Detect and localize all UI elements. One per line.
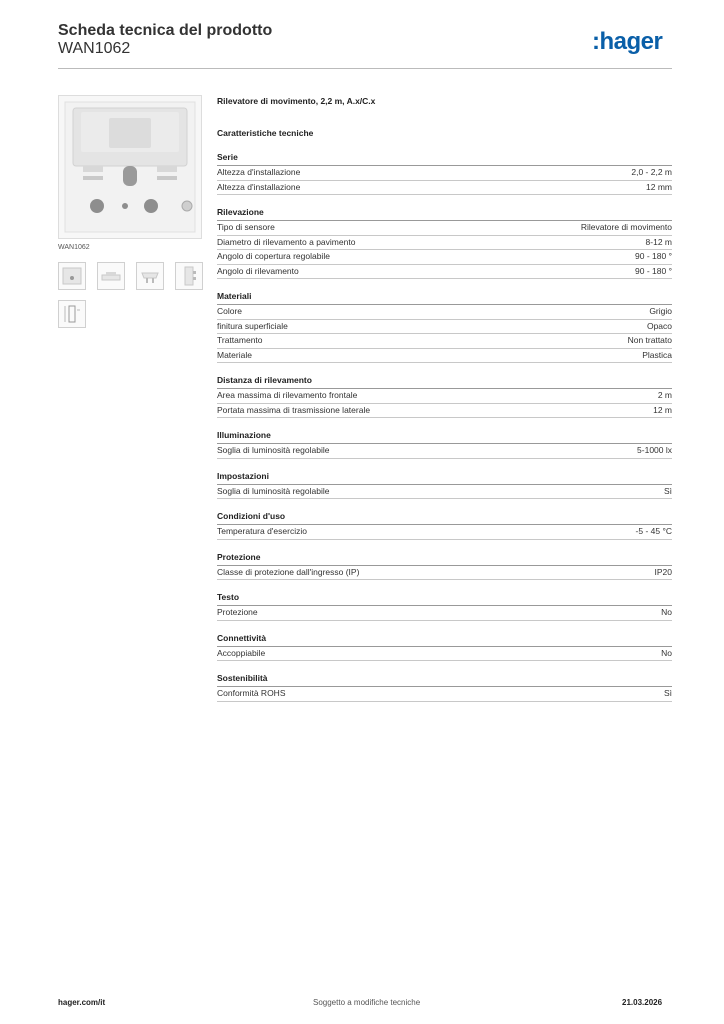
product-top-icon[interactable] (97, 262, 125, 290)
product-side-icon[interactable] (175, 262, 203, 290)
spec-label: Soglia di luminosità regolabile (217, 485, 330, 496)
group-heading: Testo (217, 592, 672, 606)
spec-label: Diametro di rilevamento a pavimento (217, 236, 356, 247)
spec-value: 8-12 m (645, 236, 672, 247)
spec-row (217, 349, 672, 364)
spec-group-impostazioni (217, 471, 672, 500)
image-caption: WAN1062 (58, 244, 90, 251)
header-divider (58, 68, 672, 69)
footer-website-link[interactable]: hager.com/it (58, 998, 106, 1007)
spec-row (217, 389, 672, 404)
spec-label: Soglia di luminosità regolabile (217, 445, 330, 455)
spec-row (217, 606, 672, 621)
motion-detector-illustration (59, 96, 201, 238)
spec-group-distanza (217, 375, 672, 418)
spec-value: 12 mm (646, 181, 672, 192)
spec-row (217, 566, 672, 581)
group-heading: Sostenibilità (217, 673, 672, 687)
spec-label: Trattamento (217, 335, 263, 345)
product-image (58, 95, 202, 239)
spec-value: 12 m (653, 404, 672, 415)
group-heading: Protezione (217, 552, 672, 566)
product-title: Rilevatore di movimento, 2,2 m, A.x/C.x (217, 96, 376, 106)
product-front-icon[interactable] (58, 262, 86, 290)
spec-label: Colore (217, 306, 243, 316)
spec-label: Accoppiabile (217, 647, 266, 658)
spec-row (217, 265, 672, 280)
spec-row (217, 485, 672, 500)
spec-group-connettivita (217, 633, 672, 662)
spec-label: Angolo di rilevamento (217, 265, 299, 276)
spec-label: Tipo di sensore (217, 222, 275, 232)
spec-value: 2 m (657, 390, 672, 400)
spec-group-sostenibilita (217, 673, 672, 702)
group-heading: Rilevazione (217, 207, 672, 221)
spec-group-illuminazione (217, 430, 672, 459)
spec-group-testo (217, 592, 672, 621)
product-code: WAN1062 (58, 40, 131, 57)
spec-row (217, 221, 672, 236)
spec-row (217, 404, 672, 419)
spec-value: Grigio (649, 306, 672, 316)
group-heading: Serie (217, 152, 672, 166)
spec-row (217, 236, 672, 251)
product-bottom-icon[interactable] (136, 262, 164, 290)
spec-row (217, 320, 672, 335)
spec-value: Plastica (642, 349, 672, 360)
spec-label: Materiale (217, 349, 252, 360)
spec-value: 5-1000 lx (637, 445, 672, 455)
spec-group-serie (217, 152, 672, 195)
spec-row (217, 647, 672, 662)
group-heading: Connettività (217, 633, 672, 647)
spec-row (217, 166, 672, 181)
spec-group-materiali (217, 291, 672, 363)
spec-value: IP20 (654, 566, 672, 577)
spec-value: -5 - 45 °C (635, 526, 672, 536)
group-heading: Condizioni d'uso (217, 511, 672, 525)
spec-group-rilevazione (217, 207, 672, 279)
spec-label: Portata massima di trasmissione laterale (217, 404, 371, 415)
spec-row (217, 250, 672, 265)
section-title: Caratteristiche tecniche (217, 128, 314, 138)
spec-value: Opaco (646, 320, 672, 331)
spec-label: Classe di protezione dall'ingresso (IP) (217, 566, 360, 577)
spec-value: Sì (663, 485, 672, 496)
spec-label: Temperatura d'esercizio (217, 526, 307, 536)
spec-value: 90 - 180 ° (635, 251, 672, 261)
spec-value: Non trattato (627, 335, 672, 345)
footer-disclaimer: Soggetto a modifiche tecniche (313, 998, 421, 1007)
spec-value: No (661, 647, 672, 658)
group-heading: Impostazioni (217, 471, 672, 485)
spec-label: Angolo di copertura regolabile (217, 251, 330, 261)
spec-row (217, 687, 672, 702)
spec-row (217, 525, 672, 540)
hager-logo: :hager (592, 28, 663, 55)
group-heading: Illuminazione (217, 430, 672, 444)
spec-group-protezione (217, 552, 672, 581)
group-heading: Distanza di rilevamento (217, 375, 672, 389)
spec-label: Protezione (217, 607, 258, 617)
page-title: Scheda tecnica del prodotto (58, 22, 273, 39)
spec-row (217, 305, 672, 320)
spec-label: Altezza d'installazione (217, 181, 301, 192)
spec-value: 2,0 - 2,2 m (631, 167, 672, 177)
spec-row (217, 444, 672, 459)
spec-table (217, 96, 672, 702)
spec-group-condizioni (217, 511, 672, 540)
spec-value: No (661, 607, 672, 617)
spec-label: Area massima di rilevamento frontale (217, 390, 358, 400)
spec-label: finitura superficiale (217, 320, 288, 331)
spec-row (217, 181, 672, 196)
group-heading: Materiali (217, 291, 672, 305)
spec-value: 90 - 180 ° (635, 265, 672, 276)
spec-value: Rilevatore di movimento (580, 222, 672, 232)
footer-date: 21.03.2026 (622, 998, 663, 1007)
spec-label: Conformità ROHS (217, 688, 286, 698)
spec-row (217, 334, 672, 349)
spec-label: Altezza d'installazione (217, 167, 301, 177)
spec-value: Sì (663, 688, 672, 698)
dimension-drawing-icon[interactable] (58, 300, 86, 328)
